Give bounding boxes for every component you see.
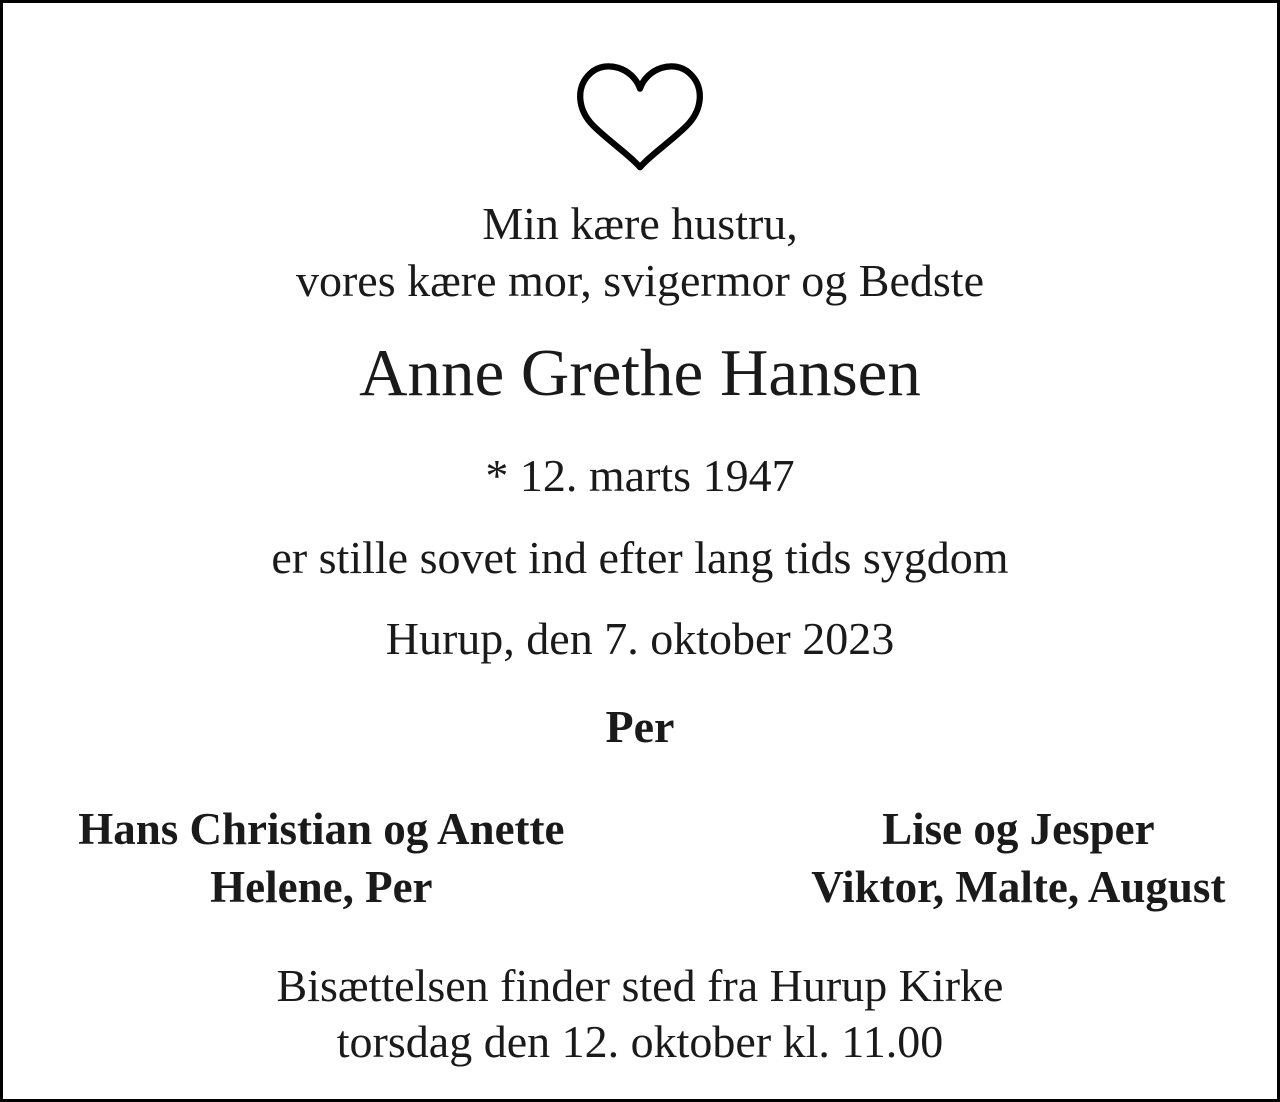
- family-left-line-2: Helene, Per: [210, 862, 433, 912]
- deceased-name: Anne Grethe Hansen: [359, 336, 921, 410]
- family-column-right: [760, 800, 1277, 916]
- place-date-line: Hurup, den 7. oktober 2023: [385, 613, 895, 664]
- spouse-name: Per: [605, 701, 675, 752]
- funeral-line-2: torsdag den 12. oktober kl. 11.00: [336, 1016, 944, 1067]
- funeral-info: [3, 958, 1277, 1070]
- family-right-line-2: Viktor, Malte, August: [811, 862, 1226, 912]
- intro-line-2: vores kære mor, svigermor og Bedste: [295, 255, 985, 306]
- heart-icon: [3, 59, 1277, 173]
- birth-date-line: * 12. marts 1947: [485, 450, 795, 501]
- family-columns: [3, 800, 1277, 916]
- family-column-left: [3, 800, 640, 916]
- illness-line: er stille sovet ind efter lang tids sygdom: [271, 532, 1009, 583]
- intro-lines: [3, 195, 1277, 309]
- funeral-line-1: Bisættelsen finder sted fra Hurup Kirke: [276, 960, 1004, 1011]
- intro-line-1: Min kære hustru,: [482, 198, 798, 249]
- family-left-line-1: Hans Christian og Anette: [78, 804, 565, 854]
- family-right-line-1: Lise og Jesper: [882, 804, 1155, 854]
